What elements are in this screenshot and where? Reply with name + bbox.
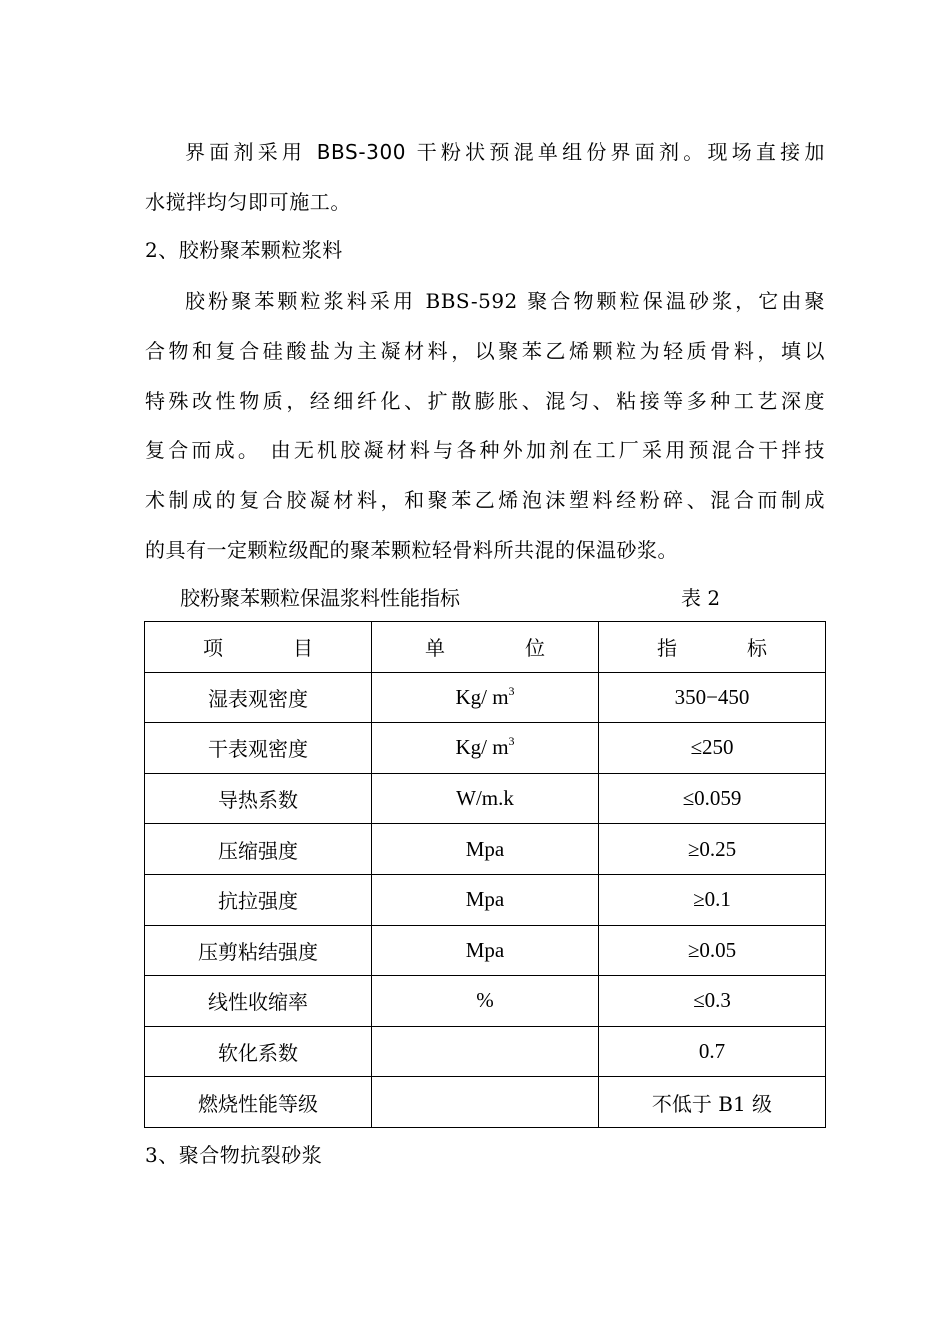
header-value: 指标 — [657, 636, 767, 661]
cell-value: ≥0.1 — [599, 874, 826, 925]
unit-text: Kg/ m — [455, 684, 509, 709]
table-caption: 胶粉聚苯颗粒保温浆料性能指标 — [180, 586, 460, 610]
cell-item: 软化系数 — [145, 1026, 372, 1077]
cell-value: 350−450 — [599, 672, 826, 723]
paragraph-line: 水搅拌均匀即可施工。 — [145, 190, 351, 214]
cell-unit — [372, 874, 599, 925]
header-cell — [145, 622, 372, 673]
header-unit: 单位 — [425, 636, 545, 661]
table-row — [145, 723, 826, 774]
table-number: 表 2 — [681, 586, 721, 610]
cell-unit — [372, 723, 599, 774]
cell-value: ≤250 — [599, 723, 826, 774]
paragraph-line: 复合而成。 由无机胶凝材料与各种外加剂在工厂采用预混合干拌技 — [145, 438, 825, 462]
cell-unit — [372, 1026, 599, 1077]
cell-unit — [372, 824, 599, 875]
cell-value: 不低于 B1 级 — [599, 1077, 826, 1128]
table-header-row — [145, 622, 826, 673]
table-body — [145, 622, 826, 1128]
cell-item: 导热系数 — [145, 773, 372, 824]
paragraph-line: 胶粉聚苯颗粒浆料采用 BBS-592 聚合物颗粒保温砂浆，它由聚 — [185, 289, 825, 313]
cell-value: ≥0.25 — [599, 824, 826, 875]
table-row — [145, 824, 826, 875]
paragraph-line: 特殊改性物质，经细纤化、扩散膨胀、混匀、粘接等多种工艺深度 — [145, 389, 825, 413]
cell-value: ≤0.059 — [599, 773, 826, 824]
section-heading: 2、胶粉聚苯颗粒浆料 — [145, 238, 343, 262]
table-row — [145, 672, 826, 723]
header-cell — [372, 622, 599, 673]
paragraph-line: 界面剂采用 BBS-300 干粉状预混单组份界面剂。现场直接加 — [185, 140, 825, 164]
table-row — [145, 976, 826, 1027]
table-row — [145, 925, 826, 976]
unit-text: % — [476, 988, 494, 1013]
table-row — [145, 1077, 826, 1128]
cell-item: 压缩强度 — [145, 824, 372, 875]
table-row — [145, 874, 826, 925]
cell-item: 抗拉强度 — [145, 874, 372, 925]
cell-item: 压剪粘结强度 — [145, 925, 372, 976]
cell-unit — [372, 925, 599, 976]
cell-item: 干表观密度 — [145, 723, 372, 774]
cell-item: 燃烧性能等级 — [145, 1077, 372, 1128]
header-item: 项目 — [203, 636, 313, 661]
paragraph-line: 的具有一定颗粒级配的聚苯颗粒轻骨料所共混的保温砂浆。 — [145, 538, 678, 562]
cell-value: ≤0.3 — [599, 976, 826, 1027]
table-row — [145, 1026, 826, 1077]
unit-superscript: 3 — [508, 734, 515, 749]
unit-text: Kg/ m — [455, 735, 509, 760]
cell-value: 0.7 — [599, 1026, 826, 1077]
unit-text: Mpa — [465, 836, 505, 861]
cell-item: 湿表观密度 — [145, 672, 372, 723]
properties-table — [144, 621, 826, 1128]
cell-unit — [372, 672, 599, 723]
cell-unit — [372, 976, 599, 1027]
header-cell — [599, 622, 826, 673]
cell-unit — [372, 1077, 599, 1128]
paragraph-line: 合物和复合硅酸盐为主凝材料，以聚苯乙烯颗粒为轻质骨料，填以 — [145, 339, 825, 363]
paragraph-line: 术制成的复合胶凝材料，和聚苯乙烯泡沫塑料经粉碎、混合而制成 — [145, 488, 825, 512]
cell-item: 线性收缩率 — [145, 976, 372, 1027]
table-row — [145, 773, 826, 824]
cell-unit — [372, 773, 599, 824]
unit-superscript: 3 — [508, 683, 515, 698]
unit-text: W/m.k — [456, 786, 514, 811]
cell-value: ≥0.05 — [599, 925, 826, 976]
section-heading: 3、聚合物抗裂砂浆 — [145, 1143, 323, 1167]
unit-text: Mpa — [465, 937, 505, 962]
unit-text: Mpa — [465, 887, 505, 912]
